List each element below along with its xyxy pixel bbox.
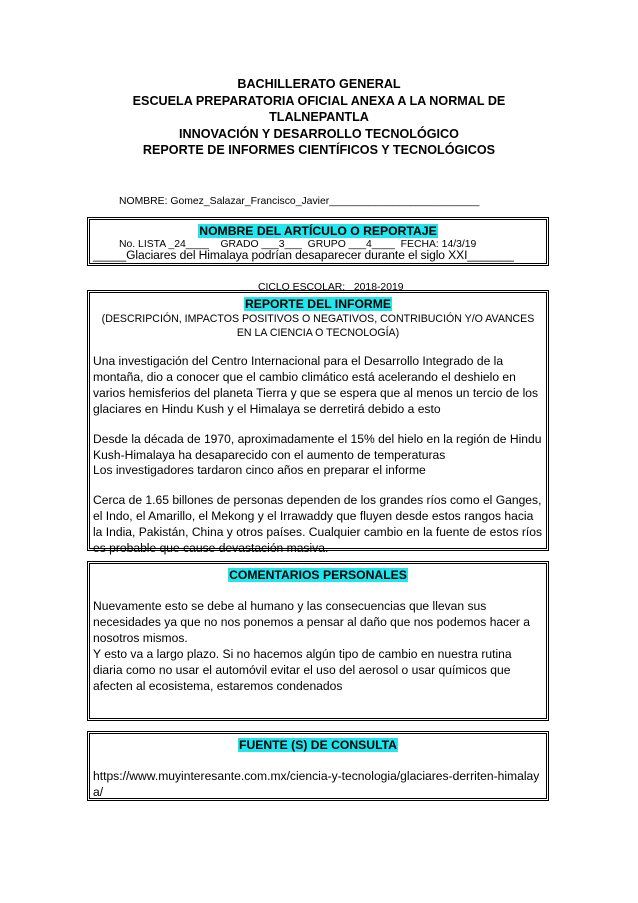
school-cycle-line: CICLO ESCOLAR: _2018-2019_: [258, 282, 410, 294]
header-line-report-type: REPORTE DE INFORMES CIENTÍFICOS Y TECNOLÓGICOS: [142, 143, 496, 157]
student-name-line: NOMBRE: Gomez_Salazar_Francisco_Javier__________________________: [119, 195, 480, 207]
student-list-line: No. LISTA _24____ GRADO ___3___ GRUPO ___4____ FECHA: 14/3/19: [119, 239, 477, 251]
document-header: [0, 76, 638, 159]
source-url: https://www.muyinteresante.com.mx/ciencia-y-tecnologia/glaciares-derriten-himalaya/: [93, 769, 540, 799]
article-name-box: [87, 217, 549, 266]
article-name-title: NOMBRE DEL ARTÍCULO O REPORTAJE: [199, 224, 437, 238]
comments-paragraph: Nuevamente esto se debe al humano y las consecuencias que llevan sus necesidades ya que no nos ponemos a pensar al daño que nos podemos hacer a nosotros mismos. Y esto va a largo plazo. Si no hacemos algún tipo de cambio en nuestra rutina diaria como no usar el automóvil evitar el uso del aerosol o usar químicos que afecten al ecosistema, estaremos condenados: [93, 599, 531, 693]
comments-title: COMENTARIOS PERSONALES: [229, 568, 407, 582]
sources-box: [87, 731, 549, 801]
article-name-text: _____Glaciares del Himalaya podrían desaparecer durante el siglo XXI_______: [93, 248, 514, 262]
header-line-location: TLALNEPANTLA: [269, 110, 369, 124]
report-paragraph: Cerca de 1.65 billones de personas dependen de los grandes ríos como el Ganges, el Indo, el Amarillo, el Mekong y el Irrawaddy que fluyen desde estos rangos hacia la India, Pakistán, China y otros países. Cualquier cambio en la fuente de estos ríos es probable que cause devastación masiva.: [93, 493, 543, 556]
sources-title: FUENTE (S) DE CONSULTA: [239, 738, 397, 752]
report-paragraph: Una investigación del Centro Internacional para el Desarrollo Integrado de la montaña, dio a conocer que el cambio climático está acelerando el deshielo en varios hemisferios del planeta Tierra y que se espera que al menos un tercio de los glaciares en Hindu Kush y el Himalaya se derretirá debido a esto: [93, 354, 539, 416]
report-box: [87, 290, 549, 556]
report-subtitle: (DESCRIPCIÓN, IMPACTOS POSITIVOS O NEGATIVOS, CONTRIBUCIÓN Y/O AVANCES EN LA CIENCIA O TECNOLOGÍA): [101, 313, 535, 339]
comments-box: [87, 561, 549, 721]
header-line-program: BACHILLERATO GENERAL: [237, 77, 401, 91]
report-paragraph: Desde la década de 1970, aproximadamente el 15% del hielo en la región de Hindu Kush-Himalaya ha desaparecido con el aumento de temperaturas Los investigadores tardaron cinco años en preparar el informe: [93, 431, 542, 478]
report-body: [93, 354, 543, 557]
header-line-school: ESCUELA PREPARATORIA OFICIAL ANEXA A LA NORMAL DE: [132, 93, 506, 108]
header-line-subject: INNOVACIÓN Y DESARROLLO TECNOLÓGICO: [179, 126, 459, 141]
report-title: REPORTE DEL INFORME: [244, 297, 392, 311]
comments-body: [93, 599, 543, 694]
